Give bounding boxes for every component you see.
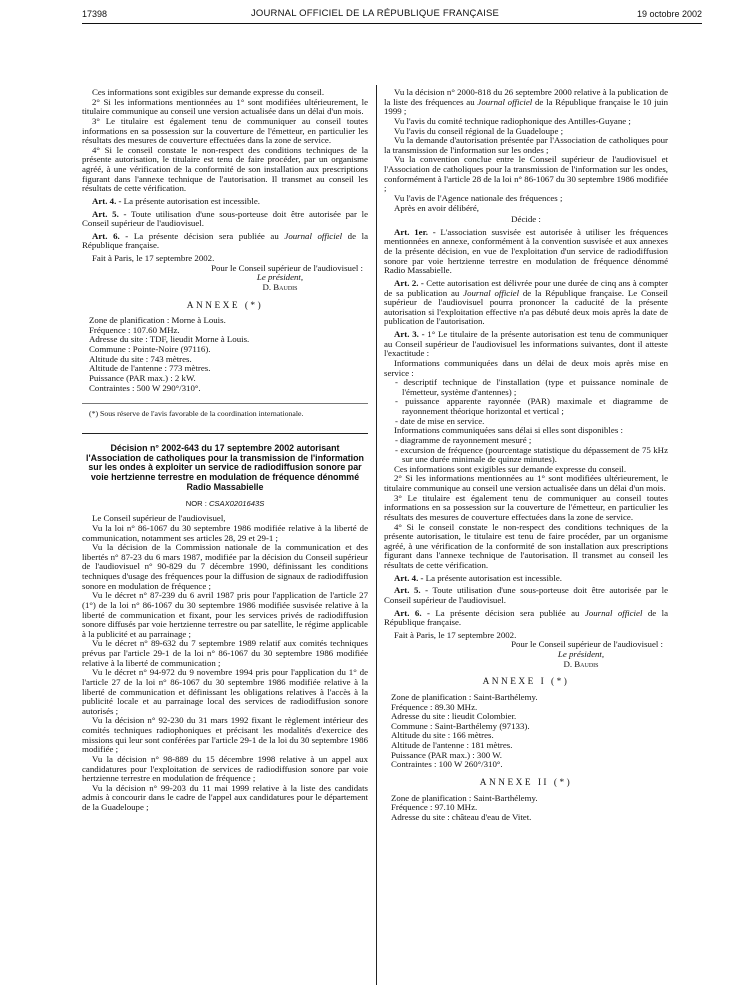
paragraph: Informations communiquées sans délai si elles sont disponibles : [394, 425, 623, 436]
article-text: Toute utilisation d'une sous-porteuse doit être autorisée par le Conseil supérieur de l'audiovisuel. [82, 208, 368, 229]
paragraph: Le Conseil supérieur de l'audiovisuel, [92, 513, 226, 524]
decide-heading: Décide : [511, 214, 541, 225]
paragraph: Ces informations sont exigibles sur demande expresse du conseil. [394, 463, 627, 474]
article-label: Art. 1er. - [394, 226, 436, 237]
article-5 [82, 210, 368, 229]
signature-name: D. Baudis [563, 658, 599, 669]
annex-line: Commune : Pointe-Noire (97116). [89, 344, 211, 354]
signature-role: Le président, [256, 272, 304, 283]
paragraph: 2° Si les informations mentionnées au 1° sont modifiées ultérieurement, le titulaire communique au conseil une version actualisée dans un délai d'un mois. [82, 96, 368, 117]
signature-for: Pour le Conseil supérieur de l'audiovisuel : [511, 639, 663, 650]
article-text: La présente autorisation est incessible. [121, 195, 260, 206]
journal-name: Journal officiel [584, 607, 643, 618]
annex-title: ANNEXE II (*) [479, 777, 573, 788]
annex-line: Altitude de l'antenne : 181 mètres. [391, 740, 513, 750]
annex-line: Fréquence : 89.30 MHz. [391, 701, 478, 712]
paragraph: Vu la décision n° 98-889 du 15 décembre 1998 relative à un appel aux candidatures pour l'exploitation de services de radiodiffusion sonore par voie hertzienne terrestre en modulation de fréquence ; [82, 753, 368, 784]
annex-line: Puissance (PAR max.) : 300 W. [391, 749, 502, 760]
annex-line: Commune : Saint-Barthélemy (97133). [391, 720, 530, 731]
paragraph: 4° Si le conseil constate le non-respect des conditions techniques de la présente autorisation, le titulaire est tenu de faire procéder, par un organisme agréé, à une vérification de la conformité de son installation aux prescriptions figurant dans l'annexe technique de l'autorisation. Il transmet au conseil les résultats de cette vérification. [82, 144, 368, 194]
list-item: - puissance apparente rayonnée (PAR) maximale et diagramme de rayonnement théorique horizontal et vertical ; [395, 396, 668, 416]
done-at: Fait à Paris, le 17 septembre 2002. [92, 253, 215, 263]
page-header [0, 0, 750, 24]
annex-title: ANNEXE I (*) [482, 677, 570, 688]
paragraph: Informations communiquées dans un délai de deux mois après mise en service : [384, 357, 668, 378]
journal-name: Journal officiel [477, 96, 533, 107]
signature-for: Pour le Conseil supérieur de l'audiovisuel : [211, 262, 363, 273]
paragraph: Après en avoir délibéré, [394, 202, 479, 213]
annex-line: Puissance (PAR max.) : 2 kW. [89, 372, 196, 383]
annex-line: Adresse du site : lieudit Colombier. [391, 711, 517, 722]
list-item: - descriptif technique de l'installation (type et puissance nominale de l'émetteur, système d'antennes) ; [395, 377, 668, 397]
paragraph: Vu le décret n° 94-972 du 9 novembre 1994 pris pour l'application du 1° de l'article 27 de la loi n° 86-1067 du 30 septembre 1986 modifiée relative à la liberté de communication et définissant les obligations relatives à l'accès à la publicité locale et au parrainage local des services de radiodiffusion sonore autorisés ; [82, 667, 368, 716]
article-label: Art. 6. - [394, 607, 430, 618]
annex-line: Altitude de l'antenne : 773 mètres. [89, 363, 211, 374]
page-number: 17398 [82, 9, 108, 19]
done-at: Fait à Paris, le 17 septembre 2002. [394, 629, 517, 640]
article-2: Art. 2. - Cette autorisation est délivrée pour une durée de cinq ans à compter de sa publication au Journal officiel de la République française. Le Conseil supérieur de l'audiovisuel pourra prononcer la caducité de la présente autorisation si l'exploitation effective n'a pas débuté deux mois après la date de publication de l'autorisation. [384, 277, 668, 327]
article-text: La présente décision sera publiée au [128, 230, 285, 241]
header-rule [82, 23, 702, 24]
annex-line: Zone de planification : Saint-Barthélemy. [391, 691, 538, 702]
paragraph: Vu la décision n° 2000-818 du 26 septembre 2000 relative à la publication de la liste des fréquences au Journal officiel de la République française le 10 juin 1999 ; [384, 87, 668, 117]
annex-line: Zone de planification : Saint-Barthélemy. [391, 792, 538, 803]
paragraph: Vu la décision n° 92-230 du 31 mars 1992 fixant le règlement intérieur des comités techniques radiophoniques et précisant les modalités d'exercice des missions qui leur sont conférées par l'article 29-1 de la loi du 30 septembre 1986 modifiée ; [82, 715, 368, 755]
paragraph: Vu la décision n° 99-203 du 11 mai 1999 relative à la liste des candidats admis à concourir dans le cadre de l'appel aux candidatures pour le département de la Guadeloupe ; [82, 782, 368, 813]
list-item: - date de mise en service. [395, 415, 485, 426]
list-item: - diagramme de rayonnement mesuré ; [395, 434, 532, 445]
article-label: Art. 2. - [394, 277, 424, 288]
annex-title: ANNEXE (*) [186, 300, 264, 311]
list-item: - excursion de fréquence (pourcentage statistique du dépassement de 75 kHz sur une durée minimale de quinze minutes). [395, 444, 668, 465]
paragraph: 3° Le titulaire est également tenu de communiquer au conseil toutes informations en sa possession sur la couverture de l'émetteur, en particulier les résultats des mesures de couverture effectuées dans la zone de service. [82, 115, 368, 146]
article-3: Art. 3. - 1° Le titulaire de la présente autorisation est tenu de communiquer au Conseil supérieur de l'audiovisuel les informations suivantes, dont il atteste l'exactitude : [384, 329, 669, 359]
article-label: Art. 3. - [394, 329, 425, 339]
article-label: Art. 4. - [92, 195, 122, 206]
article-label: Art. 4. - [394, 572, 424, 583]
footnote: (*) Sous réserve de l'avis favorable de la coordination internationale. [82, 403, 368, 419]
signature-name: D. Baudis [262, 281, 298, 292]
paragraph: 2° Si les informations mentionnées au 1° sont modifiées ultérieurement, le titulaire communique au conseil une version actualisée dans un délai d'un mois. [384, 473, 668, 493]
article-6 [82, 232, 368, 251]
paragraph: 3° Le titulaire est également tenu de communiquer au conseil toutes informations en sa possession sur la couverture de l'émetteur, en particulier les résultats des mesures de couverture effectuées dans la zone de service. [384, 492, 668, 522]
paragraph: Vu la décision de la Commission nationale de la communication et des libertés n° 87-23 du 6 mars 1987, modifiée par la décision du Conseil supérieur de l'audiovisuel n° 90-829 du 7 décembre 1990, définissant les conditions techniques d'usage des fréquences pour la diffusion de signaux de radiodiffusion sonore en modulation de fréquence ; [82, 542, 368, 591]
article-5: Art. 5. - Toute utilisation d'une sous-porteuse doit être autorisée par le Conseil supérieur de l'audiovisuel. [384, 585, 669, 605]
article-4 [82, 197, 368, 207]
left-column [82, 88, 368, 813]
journal-name: Journal officiel [284, 230, 343, 241]
annex-line: Fréquence : 97.10 MHz. [391, 802, 478, 813]
article-6: Art. 6. - La présente décision sera publiée au Journal officiel de la République française. [384, 607, 669, 628]
annex-line: Fréquence : 107.60 MHz. [89, 324, 180, 335]
article-text: de la République française. [82, 230, 369, 251]
paragraph: Vu la convention conclue entre le Conseil supérieur de l'audiovisuel et l'Association de catholiques pour la transmission de l'information sur les ondes, conformément à l'article 28 de la loi n° 86-1067 du 30 septembre 1986 modifiée ; [384, 154, 668, 194]
annex-line: Contraintes : 100 W 260°/310°. [391, 759, 503, 770]
annex-line: Altitude du site : 166 mètres. [391, 730, 494, 741]
paragraph: Vu le décret n° 87-239 du 6 avril 1987 pris pour l'application de l'article 27 (1°) de la loi n° 86-1067 du 30 septembre 1986 modifiée susvisée relative à la liberté de communication et fixant, pour les services privés de radiodiffusion sonore diffusés par voie hertzienne terrestre ou par satellite, le régime applicable à la publicité et au parrainage ; [82, 590, 368, 639]
right-column [384, 88, 668, 822]
journal-title: JOURNAL OFFICIEL DE LA RÉPUBLIQUE FRANÇAISE [250, 8, 500, 19]
paragraph: Vu la loi n° 86-1067 du 30 septembre 1986 modifiée relative à la liberté de communication, notamment ses articles 28, 29 et 29-1 ; [82, 522, 368, 543]
article-label: Art. 5. - [394, 585, 429, 596]
nor-code: CSAX0201643S [208, 498, 265, 508]
column-separator [376, 85, 377, 985]
annex-line: Altitude du site : 743 mètres. [89, 353, 192, 364]
article-4: Art. 4. - La présente autorisation est incessible. [394, 572, 562, 583]
paragraph: Vu l'avis du conseil régional de la Guadeloupe ; [394, 125, 564, 136]
nor-reference: NOR : CSAX0201643S [185, 498, 265, 508]
paragraph: Ces informations sont exigibles sur demande expresse du conseil. [92, 87, 325, 97]
article-label: Art. 5. - [92, 208, 127, 219]
article-label: Art. 6. - [92, 230, 129, 241]
journal-name: Journal officiel [463, 287, 520, 298]
paragraph: Vu la demande d'autorisation présentée par l'Association de catholiques pour la transmission de l'information sur les ondes ; [384, 135, 668, 155]
article-1: Art. 1er. - L'association susvisée est autorisée à utiliser les fréquences mentionnées en annexe, conformément à la convention susvisée et aux annexes de la présente décision, en vue de l'exploitation d'un service de radiodiffusion sonore par voie hertzienne terrestre en modulation de fréquence dénommé Radio Massabielle. [384, 226, 668, 276]
paragraph: 4° Si le conseil constate le non-respect des conditions techniques de la présente autorisation, le titulaire est tenu de faire procéder, par un organisme agréé, à une vérification de la conformité de son installation aux prescriptions figurant dans l'annexe technique de l'autorisation. Il transmet au conseil les résultats de cette vérification. [384, 521, 668, 570]
decision-title: Décision n° 2002-643 du 17 septembre 2002 autorisant l'Association de catholiques pour la transmission de l'information sur les ondes à exploiter un service de radiodiffusion sonore par voie hertzienne terrestre en modulation de fréquence dénommé Radio Massabielle [82, 433, 368, 493]
paragraph: Vu l'avis de l'Agence nationale des fréquences ; [394, 192, 563, 203]
paragraph: Vu l'avis du comité technique radiophonique des Antilles-Guyane ; [394, 115, 631, 126]
paragraph: Vu le décret n° 89-632 du 7 septembre 1989 relatif aux comités techniques prévus par l'article 29-1 de la loi n° 86-1067 du 30 septembre 1986 modifiée relative à la liberté de communication ; [82, 638, 368, 668]
annex-line: Adresse du site : château d'eau de Vitet. [391, 811, 532, 822]
annex-line: Adresse du site : TDF, lieudit Morne à Louis. [89, 334, 250, 345]
annex-line: Contraintes : 500 W 290°/310°. [89, 382, 201, 393]
signature-role: Le président, [557, 649, 605, 659]
issue-date: 19 octobre 2002 [636, 9, 702, 19]
annex-line: Zone de planification : Morne à Louis. [89, 315, 226, 326]
